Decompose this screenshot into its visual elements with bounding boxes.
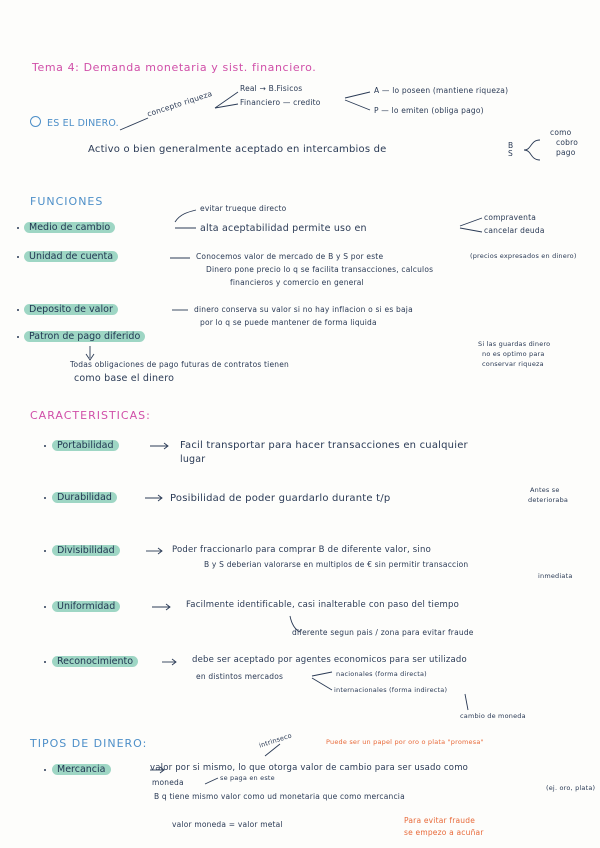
bullet-dot (44, 769, 46, 771)
divisibilidad-line3: inmediata (538, 572, 573, 580)
mercancia-fraude-1: se empezo a acuñar (404, 828, 484, 837)
real-branch: Real → B.Fisicos (240, 84, 303, 93)
bullet-dot (17, 309, 19, 311)
durabilidad-note-0: Antes se (530, 486, 560, 494)
divisibilidad-line2: B y S deberian valorarse en multiplos de € sin permitir transaccion (204, 560, 469, 569)
p-line: P — lo emiten (obliga pago) (374, 106, 484, 115)
medio-label: Medio de cambio (24, 222, 115, 233)
deposito-line1: dinero conserva su valor si no hay inflacion o si es baja (194, 305, 413, 314)
mercancia-label: Mercancia (52, 764, 111, 775)
como-0: como (550, 128, 572, 137)
deposito-note-1: no es optimo para (482, 350, 545, 358)
bullet-dot (44, 606, 46, 608)
deposito-line2: por lo q se puede mantener de forma liquida (200, 318, 377, 327)
a-line: A — lo poseen (mantiene riqueza) (374, 86, 509, 95)
tipos-orange-note: Puede ser un papel por oro o plata "promesa" (326, 738, 484, 746)
bullet-dot (17, 336, 19, 338)
portabilidad-line1: Facil transportar para hacer transacciones en cualquier (180, 440, 468, 451)
como-1: cobro (556, 138, 578, 147)
unidad-note: (precios expresados en dinero) (470, 252, 577, 260)
mercancia-note: (ej. oro, plata) (546, 784, 596, 792)
financiero-branch: Financiero — credito (240, 98, 321, 107)
caracteristicas-heading: CARACTERISTICAS: (30, 409, 151, 422)
bullet-dot (44, 497, 46, 499)
reconocimiento-cambio: cambio de moneda (460, 712, 526, 720)
unidad-line2: Dinero pone precio lo q se facilita transacciones, calculos (206, 265, 434, 274)
unidad-line1: Conocemos valor de mercado de B y S por este (196, 252, 384, 261)
mercancia-intrinseco: intrinseco (258, 731, 293, 750)
medio-alta: alta aceptabilidad permite uso en (200, 223, 367, 234)
funciones-heading: FUNCIONES (30, 195, 104, 208)
definition-text: Activo o bien generalmente aceptado en intercambios de (88, 144, 387, 155)
unidad-label: Unidad de cuenta (24, 251, 118, 262)
patron-line1: Todas obligaciones de pago futuras de contratos tienen (70, 360, 290, 369)
bullet-dot (44, 661, 46, 663)
deposito-note-0: Si las guardas dinero (478, 340, 551, 348)
reconocimiento-nacionales: nacionales (forma directa) (336, 670, 427, 678)
mercancia-line2: moneda (152, 778, 184, 787)
medio-cancelar: cancelar deuda (484, 226, 545, 235)
divisibilidad-line1: Poder fraccionarlo para comprar B de diferente valor, sino (172, 545, 431, 555)
bullet-dot (17, 227, 19, 229)
uniformidad-line2: diferente segun pais / zona para evitar fraude (292, 628, 474, 637)
portabilidad-line2: lugar (180, 454, 206, 465)
reconocimiento-label: Reconocimiento (52, 656, 138, 667)
page-title: Tema 4: Demanda monetaria y sist. financiero. (32, 61, 317, 74)
portabilidad-label: Portabilidad (52, 440, 119, 451)
bs-stack: B S (508, 141, 514, 158)
bullet-dot (44, 445, 46, 447)
durabilidad-label: Durabilidad (52, 492, 117, 503)
patron-label: Patron de pago diferido (24, 331, 145, 342)
mercancia-line1: valor por si mismo, lo que otorga valor de cambio para ser usado como (150, 763, 469, 773)
bullet-dot (44, 550, 46, 552)
intro-label-text: ES EL DINERO. (47, 118, 119, 129)
bullet-dot (17, 256, 19, 258)
mercancia-line3: B q tiene mismo valor como ud monetaria que como mercancia (154, 792, 405, 801)
medio-compraventa: compraventa (484, 213, 537, 222)
medio-evita: evitar trueque directo (200, 204, 287, 213)
mercancia-fraude-0: Para evitar fraude (404, 816, 476, 825)
reconocimiento-internacionales: internacionales (forma indirecta) (334, 686, 448, 694)
deposito-label: Deposito de valor (24, 304, 118, 315)
uniformidad-line1: Facilmente identificable, casi inalterable con paso del tiempo (186, 600, 460, 610)
tipos-heading: TIPOS DE DINERO: (30, 737, 148, 750)
reconocimiento-line2: en distintos mercados (196, 672, 284, 681)
divisibilidad-label: Divisibilidad (52, 545, 120, 556)
concept-riqueza: concepto riqueza (146, 89, 214, 119)
mercancia-se-paga: se paga en este (220, 774, 275, 782)
mercancia-eq: valor moneda = valor metal (172, 820, 283, 829)
circle-bullet-icon (30, 116, 41, 127)
durabilidad-line1: Posibilidad de poder guardarlo durante t/p (170, 493, 391, 504)
reconocimiento-line1: debe ser aceptado por agentes economicos para ser utilizado (192, 655, 467, 665)
uniformidad-label: Uniformidad (52, 601, 120, 612)
intro-label (30, 116, 119, 130)
deposito-note-2: conservar riqueza (482, 360, 544, 368)
como-2: pago (556, 148, 576, 157)
unidad-line3: financieros y comercio en general (230, 278, 364, 287)
patron-line2: como base el dinero (74, 373, 175, 384)
durabilidad-note-1: deterioraba (528, 496, 569, 504)
